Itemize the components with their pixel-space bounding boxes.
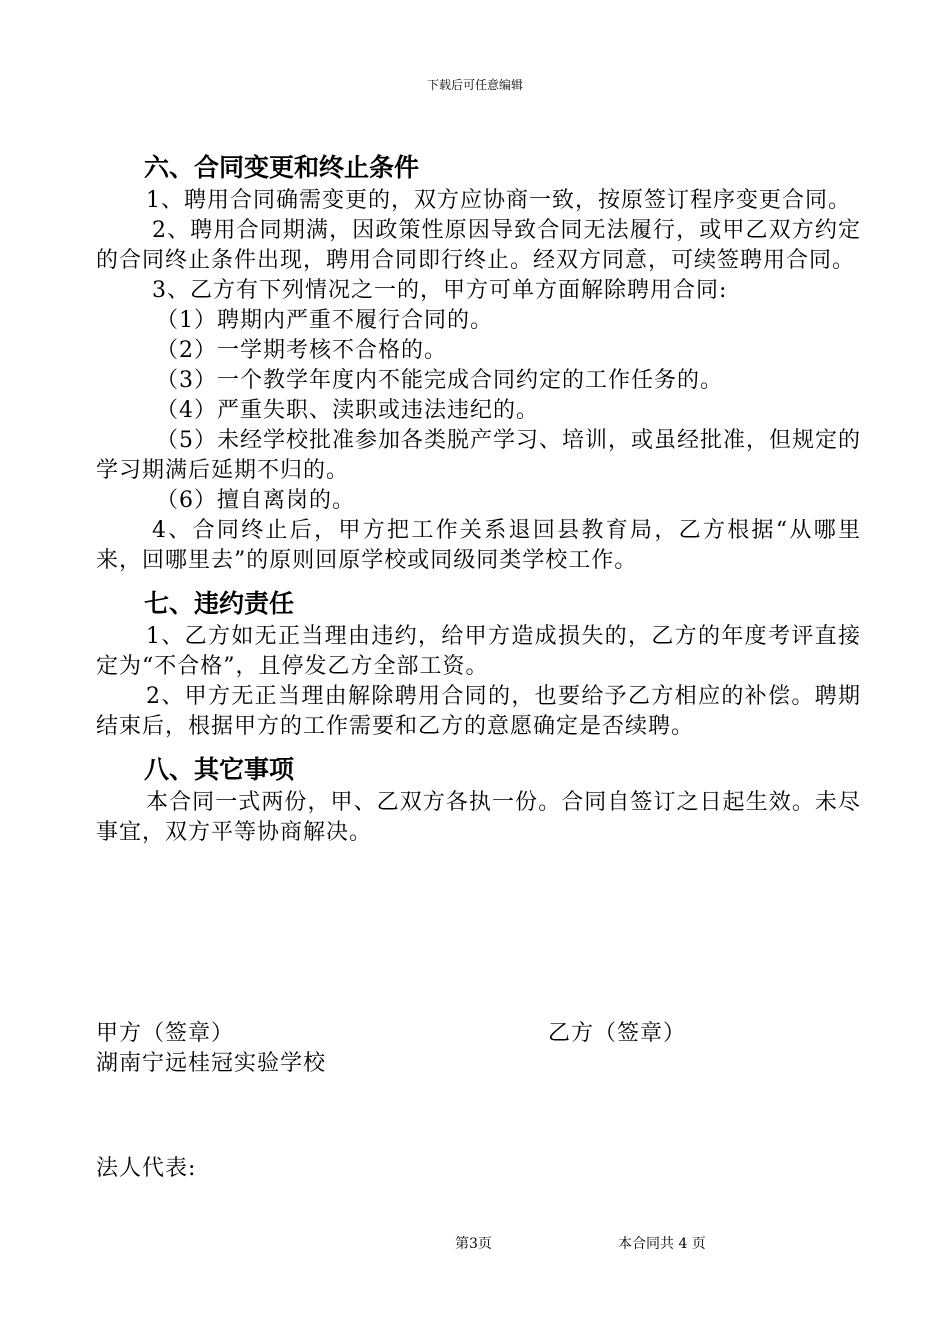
page-number: 第3页: [455, 1236, 492, 1252]
party-b-seal-label: 乙方（签章）: [548, 1021, 687, 1046]
signature-row: [96, 1019, 861, 1049]
party-a-seal-label: 甲方（签章）: [96, 1021, 235, 1046]
section-7-title: 七、违约责任: [144, 589, 295, 618]
section-6-item-1: （1）聘期内严重不履行合同的。: [156, 308, 493, 333]
section-6-item-6: （6）擅自离岗的。: [156, 488, 355, 513]
section-6-title: 六、合同变更和终止条件: [144, 153, 420, 182]
section-8-title: 八、其它事项: [144, 755, 295, 784]
section-6-item-3: （3）一个教学年度内不能完成合同约定的工作任务的。: [156, 368, 723, 393]
signature-block: [96, 1019, 861, 1184]
section-6-item-2: （2）一学期考核不合格的。: [156, 338, 447, 363]
total-pages: 本合同共 4 页: [618, 1236, 706, 1252]
header-note: 下载后可任意编辑: [426, 78, 523, 92]
section-7-clause-1: 1、乙方如无正当理由违约，给甲方造成损失的，乙方的年度考评直接定为“不合格”，且停发乙方全部工资。: [96, 624, 861, 679]
section-6-item-4: （4）严重失职、渎职或违法违纪的。: [156, 398, 539, 423]
school-name: 湖南宁远桂冠实验学校: [96, 1051, 327, 1076]
section-8-clause-1: 本合同一式两份，甲、乙双方各执一份。合同自签订之日起生效。未尽事宜，双方平等协商解决。: [96, 790, 861, 845]
legal-representative-label: 法人代表:: [96, 1156, 197, 1181]
section-7-clause-2: 2、甲方无正当理由解除聘用合同的，也要给予乙方相应的补偿。聘期结束后，根据甲方的工作需要和乙方的意愿确定是否续聘。: [96, 684, 861, 739]
section-6-clause-2: 2、聘用合同期满，因政策性原因导致合同无法履行，或甲乙双方约定的合同终止条件出现，聘用合同即行终止。经双方同意，可续签聘用合同。: [96, 218, 861, 273]
section-6-clause-1: 1、聘用合同确需变更的，双方应协商一致，按原签订程序变更合同。: [146, 188, 851, 213]
contract-body: [96, 150, 861, 848]
section-6-item-5: （5）未经学校批准参加各类脱产学习、培训，或虽经批准，但规定的学习期满后延期不归的。: [96, 428, 861, 483]
section-6-clause-3: 3、乙方有下列情况之一的，甲方可单方面解除聘用合同:: [152, 278, 728, 303]
section-6-clause-4: 4、合同终止后，甲方把工作关系退回县教育局，乙方根据“从哪里来，回哪里去”的原则回原学校或同级同类学校工作。: [96, 518, 861, 573]
